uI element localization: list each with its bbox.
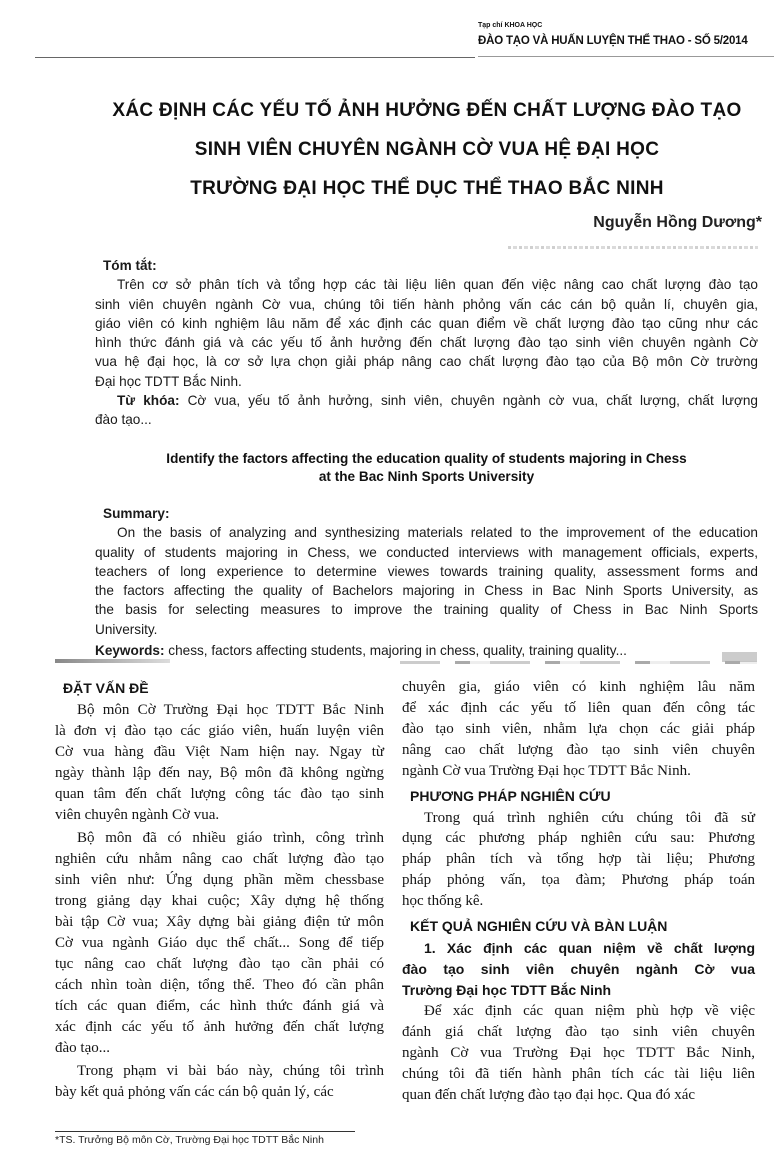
text-line: tích các quan điểm, các hình thức đánh giá và (55, 997, 384, 1014)
title-line: XÁC ĐỊNH CÁC YẾU TỐ ẢNH HƯỞNG ĐẾN CHẤT LƯỢNG ĐÀO TẠO (112, 100, 742, 121)
text-line: sinh viên chuyên ngành Cờ vua, chúng tôi tiến hành phỏng vấn các cán bộ quản lí, chuyên gia, (95, 296, 758, 312)
text-line: hình thức đánh giá và các yếu tố ảnh hưởng đến chất lượng đào tạo sinh viên chuyên ngành Cờ (95, 335, 758, 351)
paragraph (55, 828, 384, 1058)
keywords-vi (95, 391, 758, 410)
author-name: Nguyễn Hồng Dương* (593, 214, 762, 231)
keywords-text: Cờ vua, yếu tố ảnh hưởng, sinh viên, chuyên ngành cờ vua, chất lượng, chất lượng (179, 393, 758, 409)
journal-issue-header: ĐÀO TẠO VÀ HUẤN LUYỆN THỂ THAO - SỐ 5/2014 (478, 35, 748, 47)
text-line: Bộ môn đã có nhiều giáo trình, công trình (77, 830, 384, 847)
text-line: pháp phân tích và tổng hợp tài liệu; Phương (402, 851, 755, 868)
summary-label: Summary: (103, 506, 170, 521)
text-line: ngành Cờ vua Trường Đại học TDTT Bắc Ninh. (402, 762, 691, 779)
body-column-left (55, 677, 384, 1106)
keywords-en (95, 641, 758, 660)
text-line: bày kết quả phỏng vấn các cán bộ quản lý, các (55, 1084, 334, 1101)
section-divider (55, 659, 170, 663)
text-line: là đơn vị đào tạo các giáo viên, huấn luyện viên (55, 722, 384, 739)
abstract-vietnamese (95, 256, 758, 430)
text-line: chúng tôi đã tiến hành phân tích các tài liệu liên (402, 1065, 755, 1082)
text-line: để xác định các yếu tố liên quan đến công tác (402, 699, 755, 716)
text-line: chuyên gia, giáo viên có kinh nghiệm lâu năm (402, 679, 755, 695)
keywords-label: Từ khóa: (117, 393, 180, 409)
text-line: đào tạo sinh viên, nhằm lựa chọn các giải pháp (402, 720, 755, 737)
english-title (95, 450, 758, 486)
text-line: nâng cao chất lượng đào tạo sinh viên chuyên (402, 741, 755, 758)
abstract-body (95, 275, 758, 391)
text-line: 1. Xác định các quan niệm về chất lượng (424, 940, 755, 957)
text-line: On the basis of analyzing and synthesizing materials related to the improvement of the education (117, 525, 758, 541)
body-column-right (402, 677, 755, 1109)
text-line: the factors affecting the quality of Bachelors majoring in Chess in Bac Ninh Sports University, as (95, 583, 758, 599)
text-line: Trong quá trình nghiên cứu chúng tôi đã sử (424, 809, 755, 826)
keywords-vi-cont: đào tạo... (95, 412, 152, 428)
text-line: Trên cơ sở phân tích và tổng hợp các tài liệu liên quan đến việc nâng cao chất lượng đào tạo (117, 277, 758, 293)
paragraph (55, 700, 384, 825)
text-line: đào tạo sinh viên chuyên ngành Cờ vua (402, 961, 755, 978)
english-title-line: Identify the factors affecting the education quality of students majoring in Chess (166, 451, 687, 466)
text-line: ngày thành lập đến nay, Bộ môn đã không ngừng (55, 764, 384, 781)
abstract-label: Tóm tắt: (103, 258, 157, 273)
text-line: Trong phạm vi bài báo này, chúng tôi trình (77, 1063, 384, 1080)
text-line: đánh giá chất lượng đào tạo sinh viên chuyên (402, 1023, 755, 1040)
text-line: xác định các yếu tố ảnh hưởng đến chất lượng (55, 1018, 384, 1035)
text-line: teachers of long experience to determine viewes towards training quality, assessment forms and (95, 563, 758, 579)
text-line: dụng các phương pháp nghiên cứu sau: Phương (402, 830, 755, 847)
english-title-line: at the Bac Ninh Sports University (318, 469, 535, 484)
text-line: ngành Cờ vua Trường Đại học TDTT Bắc Ninh, (402, 1044, 755, 1061)
text-line: Bộ môn Cờ Trường Đại học TDTT Bắc Ninh (77, 702, 384, 718)
text-line: Cờ vua hàng đầu Việt Nam hiện nay. Ngay từ (55, 743, 384, 760)
article-title (80, 92, 774, 209)
text-line: quan tâm đến chất lượng công tác đào tạo sinh (55, 785, 384, 802)
summary-body (95, 523, 758, 639)
journal-supertitle: Tạp chí KHOA HỌC (478, 22, 543, 29)
text-line: sinh viên như: Ứng dụng phần mềm chessbase (55, 872, 384, 889)
summary-english (95, 504, 758, 660)
text-line: học thống kê. (402, 893, 484, 910)
header-rule (35, 57, 475, 58)
header-rule-right (478, 56, 774, 57)
section-divider (400, 661, 757, 664)
title-line: TRƯỜNG ĐẠI HỌC THỂ DỤC THỂ THAO BẮC NINH (190, 178, 664, 199)
subsection-heading (402, 938, 755, 1001)
text-line: cách nhìn toàn diện, tổng thể. Theo đó cần phân (55, 976, 384, 993)
section-heading: KẾT QUẢ NGHIÊN CỨU VÀ BÀN LUẬN (410, 918, 668, 935)
text-line: Đại học TDTT Bắc Ninh. (95, 373, 242, 389)
paragraph (402, 1001, 755, 1106)
text-line: bài tập Cờ vua; Xây dựng bài giảng điện tử môn (55, 914, 384, 931)
text-line: viên chuyên ngành Cờ vua. (55, 806, 220, 823)
keywords-label: Keywords: (95, 643, 165, 659)
section-heading: PHƯƠNG PHÁP NGHIÊN CỨU (410, 787, 611, 804)
text-line: quan đến chất lượng đào tạo đại học. Qua đó xác (402, 1086, 696, 1103)
text-line: Cờ vua ngành Giáo dục thể chất... Song để tiếp (55, 934, 384, 951)
text-line: pháp phỏng vấn, tọa đàm; Phương pháp toán (402, 872, 755, 889)
text-line: vua hệ đại học, là cơ sở lựa chọn giải pháp nâng cao chất lượng đào tạo của Bộ môn Cờ trường (95, 354, 758, 370)
text-line: nghiên cứu nhằm nâng cao chất lượng đào tạo (55, 851, 384, 868)
footnote: *TS. Trưởng Bộ môn Cờ, Trường Đại học TDTT Bắc Ninh (55, 1134, 324, 1146)
section-divider (722, 652, 757, 662)
footnote-rule (55, 1131, 355, 1132)
paragraph (402, 677, 755, 782)
title-line: SINH VIÊN CHUYÊN NGÀNH CỜ VUA HỆ ĐẠI HỌC (194, 139, 660, 160)
text-line: quality of students majoring in Chess, we conducted interviews with management officials, experts, (95, 544, 758, 560)
text-line: trong giảng dạy khai cuộc; Xây dựng hệ thống (55, 893, 384, 910)
text-line: the basis for selecting measures to improve the training quality of Chess in Bac Ninh Sports (95, 602, 758, 618)
paragraph (402, 808, 755, 913)
text-line: giáo viên có kinh nghiệm lâu năm để xác định các quan điểm về chất lượng đào tạo cũng như các (95, 315, 758, 331)
text-line: tục nâng cao chất lượng đào tạo cần phải có (55, 955, 384, 972)
scan-noise (508, 246, 758, 249)
text-line: đào tạo... (55, 1039, 110, 1056)
text-line: Trường Đại học TDTT Bắc Ninh (402, 982, 612, 999)
keywords-text: chess, factors affecting students, majoring in chess, quality, training quality... (164, 643, 627, 659)
text-line: Để xác định các quan niệm phù hợp về việc (424, 1003, 755, 1020)
paragraph (55, 1061, 384, 1103)
text-line: University. (95, 621, 158, 637)
section-heading: ĐẶT VẤN ĐỀ (63, 680, 149, 696)
